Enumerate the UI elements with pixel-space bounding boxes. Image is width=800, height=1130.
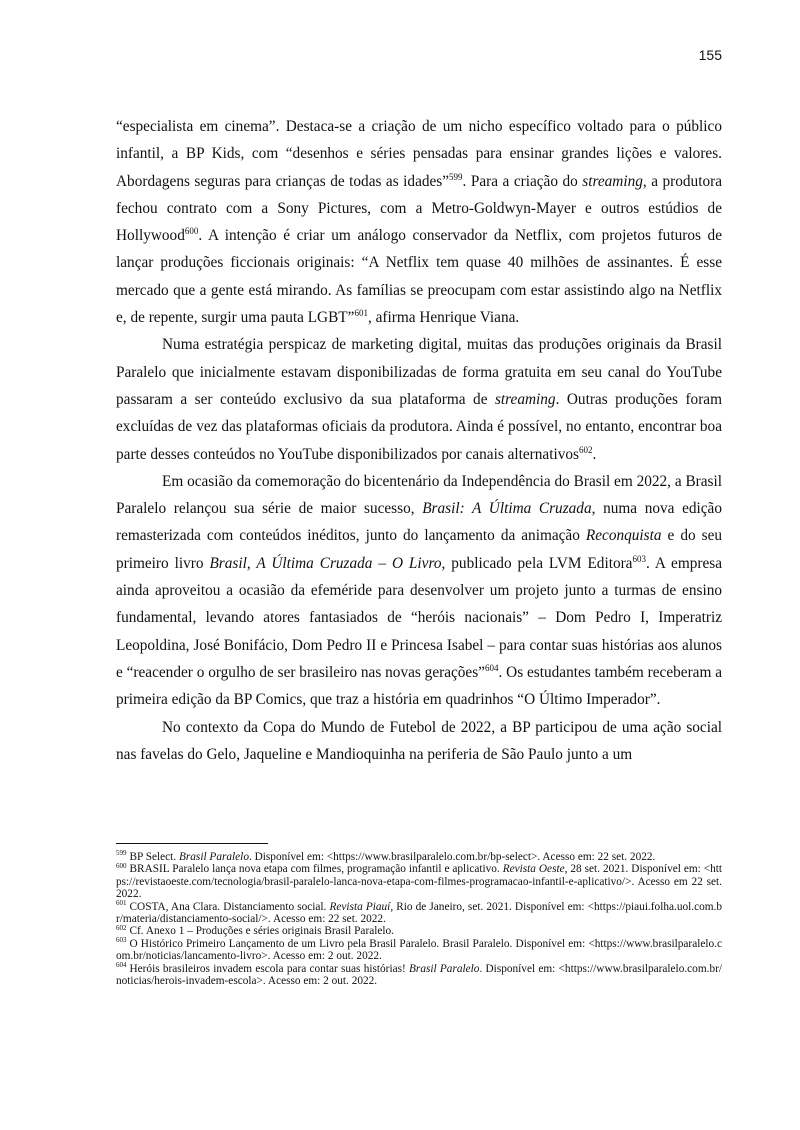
footnote-number: 601 (116, 898, 127, 907)
paragraph-1 (116, 113, 722, 331)
paragraph-3 (116, 468, 722, 714)
page-number: 155 (698, 47, 722, 63)
text-run: . (592, 445, 597, 463)
text-run: , Rio de Janeiro, set. 2021. Disponível em: <https://piaui.folha.uol.com.br/materia/distanciamento-social/>. Acesso em: 22 set. 2022. (116, 900, 723, 926)
italic-text: Revista Oeste (502, 863, 565, 876)
italic-text: Revista Piauí (329, 900, 391, 913)
italic-text: Reconquista (585, 527, 662, 545)
footnote-text (116, 960, 722, 988)
footnote (116, 898, 723, 926)
italic-text: Brasil, A Última Cruzada – O Livro (209, 554, 442, 572)
footnote (116, 960, 722, 988)
text-run: Cf. Anexo 1 – Produções e séries originais Brasil Paralelo. (129, 925, 394, 938)
text-run: . Para a criação do (462, 172, 583, 190)
footnote-number: 602 (116, 923, 127, 932)
text-run: , a produtora fechou contrato com a Sony Pictures, com a Metro-Goldwyn-Mayer e outros estúdios de Hollywood (116, 172, 722, 245)
body-text (116, 113, 722, 768)
footnote-ref: 601 (354, 307, 368, 318)
text-run: O Histórico Primeiro Lançamento de um Livro pela Brasil Paralelo. Brasil Paralelo. Disponível em: <https://www.brasilparalelo.com.br/noticias/lancamento-livro>. Acesso em: 2 out. 2022. (116, 937, 722, 963)
text-run: , publicado pela LVM Editora (441, 554, 633, 572)
footnote (116, 938, 722, 963)
footnote-text (130, 851, 656, 863)
text-run: “especialista em cinema”. Destaca-se a criação de um nicho específico voltado para o público infantil, a BP Kids, com “desenhos e séries pensadas para ensinar grandes lições e valores. Abordagens seguras para crianças de todas as idades” (116, 118, 722, 190)
italic-text: streaming (582, 172, 643, 190)
text-run: , numa nova edição remasterizada com conteúdos inéditos, junto do lançamento da animação (116, 500, 722, 545)
paragraph-4 (116, 714, 722, 769)
footnote (116, 851, 722, 863)
footnote-ref: 604 (484, 662, 499, 673)
text-run: COSTA, Ana Clara. Distanciamento social. (129, 900, 330, 913)
text-run: . A intenção é criar um análogo conservador da Netflix, com projetos futuros de lançar produções ficcionais originais: “A Netflix tem quase 40 milhões de assinantes. É esse mercado que a gente está mirando. As famílias se preocupam com estar assistindo algo na Netflix e, de repente, surgir uma pauta LGBT” (116, 227, 722, 327)
italic-text: Brasil Paralelo (409, 962, 480, 975)
italic-text: Brasil: A Última Cruzada (422, 500, 592, 518)
text-run: Heróis brasileiros invadem escola para contar suas histórias! (129, 962, 410, 975)
footnote-number: 603 (116, 936, 127, 945)
text-run: . Disponível em: <https://www.brasilparalelo.com.br/noticias/herois-invadem-escola>. Acesso em: 2 out. 2022. (116, 962, 722, 988)
paragraph-2 (116, 331, 722, 467)
text-run: . A empresa ainda aproveitou a ocasião da efeméride para desenvolver um projeto junto a turmas de ensino fundamental, levando atores fantasiados de “heróis nacionais” – Dom Pedro I, Imperatriz Leopoldina, José Bonifácio, Dom Pedro II e Princesa Isabel – para contar suas histórias aos alunos e “reacender o orgulho de ser brasileiro nas novas gerações” (116, 554, 722, 681)
text-run: , afirma Henrique Viana. (367, 309, 520, 327)
footnotes (116, 851, 722, 987)
text-run: Numa estratégia perspicaz de marketing digital, muitas das produções originais da Brasil Paralelo que inicialmente estavam disponibilizadas de forma gratuita em seu canal do YouTube passaram a ser conteúdo exclusivo da sua plataforma de (116, 336, 722, 408)
text-run: e do seu primeiro livro (116, 527, 723, 572)
footnote (116, 863, 722, 900)
footnote-text (116, 898, 723, 926)
text-run: BRASIL Paralelo lança nova etapa com filmes, programação infantil e aplicativo. (129, 863, 503, 876)
italic-text: streaming (494, 390, 556, 408)
footnote-number: 604 (116, 960, 127, 969)
italic-text: Brasil Paralelo (178, 851, 249, 863)
text-run: . Outras produções foram excluídas de vez das plataformas oficiais da produtora. Ainda é possível, no entanto, encontrar boa parte desses conteúdos no YouTube disponibilizados por canais alternativos (116, 390, 722, 463)
text-run: . Os estudantes também receberam a primeira edição da BP Comics, que traz a história em quadrinhos “O Último Imperador”. (116, 663, 722, 709)
text-run: No contexto da Copa do Mundo de Futebol de 2022, a BP participou de uma ação social nas favelas do Gelo, Jaqueline e Mandioquinha na periferia de São Paulo junto a um (116, 718, 722, 763)
footnote (116, 925, 722, 937)
text-run: BP Select. (129, 851, 179, 863)
footnote-ref: 599 (449, 171, 463, 182)
footnote-ref: 600 (184, 226, 199, 237)
footnote-ref: 603 (632, 553, 646, 564)
footnote-number: 599 (116, 849, 127, 858)
footnote-text (116, 938, 722, 962)
text-run: . Disponível em: <https://www.brasilparalelo.com.br/bp-select>. Acesso em: 22 set. 2022. (248, 851, 656, 863)
footnote-ref: 602 (578, 444, 593, 455)
footnote-text (116, 863, 722, 900)
text-run: , 28 set. 2021. Disponível em: <https://revistaoeste.com/tecnologia/brasil-paralelo-lanca-nova-etapa-com-filmes-programacao-infantil-e-aplicativo/>. Acesso em 22 set. 2022. (116, 863, 722, 901)
footnote-text (130, 925, 394, 937)
footnote-separator (116, 843, 268, 844)
text-run: Em ocasião da comemoração do bicentenário da Independência do Brasil em 2022, a Brasil Paralelo relançou sua série de maior sucesso, (116, 472, 722, 518)
footnote-number: 600 (116, 861, 127, 870)
